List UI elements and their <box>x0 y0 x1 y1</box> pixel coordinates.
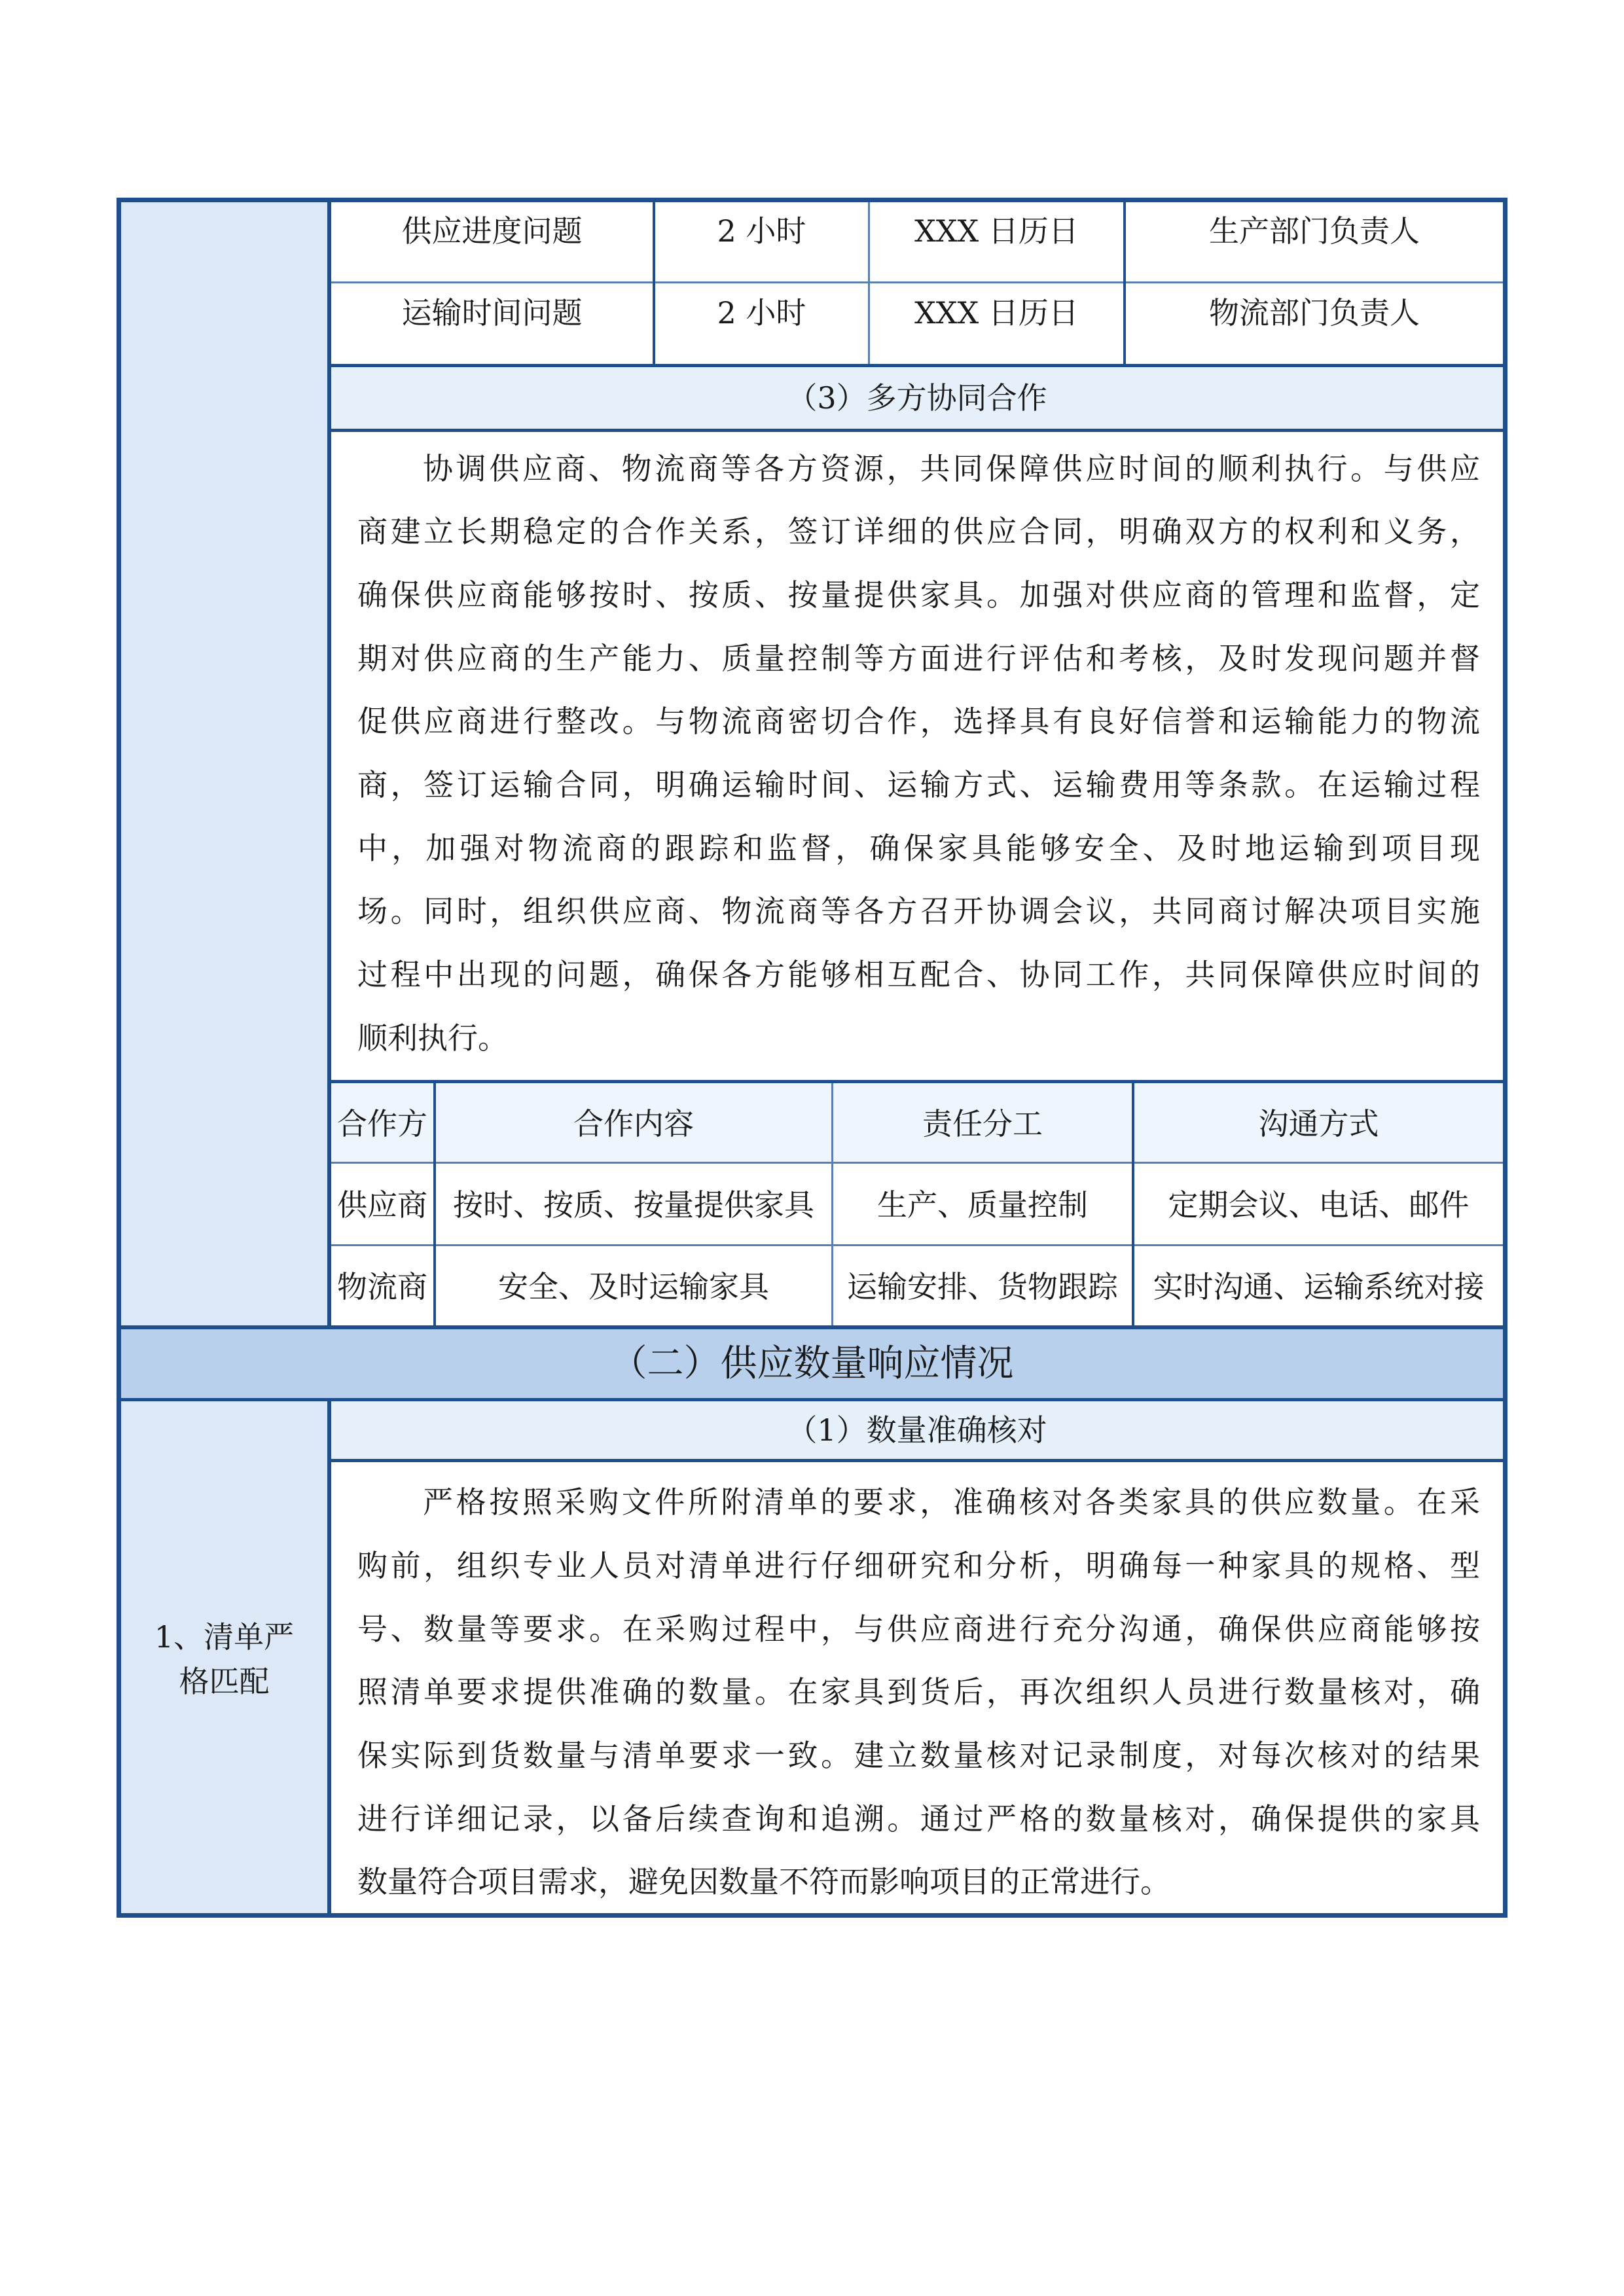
row-line <box>331 1162 1503 1164</box>
section-title: （二）供应数量响应情况 <box>610 1342 1014 1385</box>
left-label-line: 1、清单严 <box>154 1619 295 1655</box>
paragraph-line: 购前，组织专业人员对清单进行仔细研究和分析，明确每一种家具的规格、型 <box>357 1548 1480 1583</box>
row-line <box>331 281 1503 283</box>
label-divider-top <box>327 202 331 1329</box>
row-line <box>331 1080 1503 1083</box>
table-cell: XXX 日历日 <box>914 213 1079 249</box>
table-cell: 实时沟通、运输系统对接 <box>1153 1269 1485 1304</box>
table-cell: 2 小时 <box>717 213 806 249</box>
row-line <box>121 1325 1503 1329</box>
table-cell: XXX 日历日 <box>914 295 1079 331</box>
paragraph-line: 商，签订运输合同，明确运输时间、运输方式、运输费用等条款。在运输过程 <box>357 767 1480 802</box>
paragraph-line: 进行详细记录，以备后续查询和追溯。通过严格的数量核对，确保提供的家具 <box>357 1801 1480 1837</box>
table-cell: 供应进度问题 <box>401 213 583 249</box>
paragraph-line: 号、数量等要求。在采购过程中，与供应商进行充分沟通，确保供应商能够按 <box>357 1611 1480 1647</box>
paragraph-line: 严格按照采购文件所附清单的要求，准确核对各类家具的供应数量。在采 <box>423 1484 1480 1520</box>
paragraph-line: 中，加强对物流商的跟踪和监督，确保家具能够安全、及时地运输到项目现 <box>357 831 1480 866</box>
table-header: 合作内容 <box>573 1106 694 1141</box>
paragraph-line: 期对供应商的生产能力、质量控制等方面进行评估和考核，及时发现问题并督 <box>357 641 1480 676</box>
row-line <box>331 1244 1503 1246</box>
paragraph-line: 保实际到货数量与清单要求一致。建立数量核对记录制度，对每次核对的结果 <box>357 1738 1480 1773</box>
paragraph-line: 数量符合项目需求，避免因数量不符而影响项目的正常进行。 <box>357 1864 1170 1899</box>
paragraph-line: 照清单要求提供准确的数量。在家具到货后，再次组织人员进行数量核对，确 <box>357 1674 1480 1710</box>
table-cell: 运输时间问题 <box>401 295 583 331</box>
table-cell: 生产部门负责人 <box>1209 213 1420 249</box>
row-line <box>121 1398 1503 1401</box>
table-cell: 按时、按质、按量提供家具 <box>453 1187 814 1223</box>
table-cell: 物流商 <box>337 1269 427 1304</box>
paragraph-line: 顺利执行。 <box>357 1020 508 1056</box>
paragraph-line: 商建立长期稳定的合作关系，签订详细的供应合同，明确双方的权利和义务， <box>357 514 1480 549</box>
table-cell: 运输安排、货物跟踪 <box>847 1269 1118 1304</box>
row-line <box>331 1459 1503 1462</box>
table-cell: 定期会议、电话、邮件 <box>1168 1187 1470 1223</box>
paragraph-line: 场。同时，组织供应商、物流商等各方召开协调会议，共同商讨解决项目实施 <box>357 893 1480 929</box>
cooperation-heading: （3）多方协同合作 <box>787 380 1047 416</box>
paragraph-line: 过程中出现的问题，确保各方能够相互配合、协同工作，共同保障供应时间的 <box>357 957 1480 992</box>
left-label-line: 格匹配 <box>179 1664 270 1699</box>
quantity-heading: （1）数量准确核对 <box>787 1412 1047 1448</box>
table-header: 合作方 <box>337 1106 427 1141</box>
label-divider-bottom <box>327 1401 331 1913</box>
paragraph-line: 促供应商进行整改。与物流商密切合作，选择具有良好信誉和运输能力的物流 <box>357 704 1480 739</box>
paragraph-line: 协调供应商、物流商等各方资源，共同保障供应时间的顺利执行。与供应 <box>423 451 1480 486</box>
table-cell: 供应商 <box>337 1187 427 1223</box>
table-cell: 2 小时 <box>717 295 806 331</box>
table-header: 责任分工 <box>922 1106 1043 1141</box>
table-cell: 生产、质量控制 <box>877 1187 1088 1223</box>
paragraph-line: 确保供应商能够按时、按质、按量提供家具。加强对供应商的管理和监督，定 <box>357 577 1480 613</box>
table-cell: 安全、及时运输家具 <box>498 1269 769 1304</box>
table-cell: 物流部门负责人 <box>1209 295 1420 331</box>
row-line <box>331 364 1503 367</box>
row-line <box>331 429 1503 432</box>
table-header: 沟通方式 <box>1258 1106 1379 1141</box>
